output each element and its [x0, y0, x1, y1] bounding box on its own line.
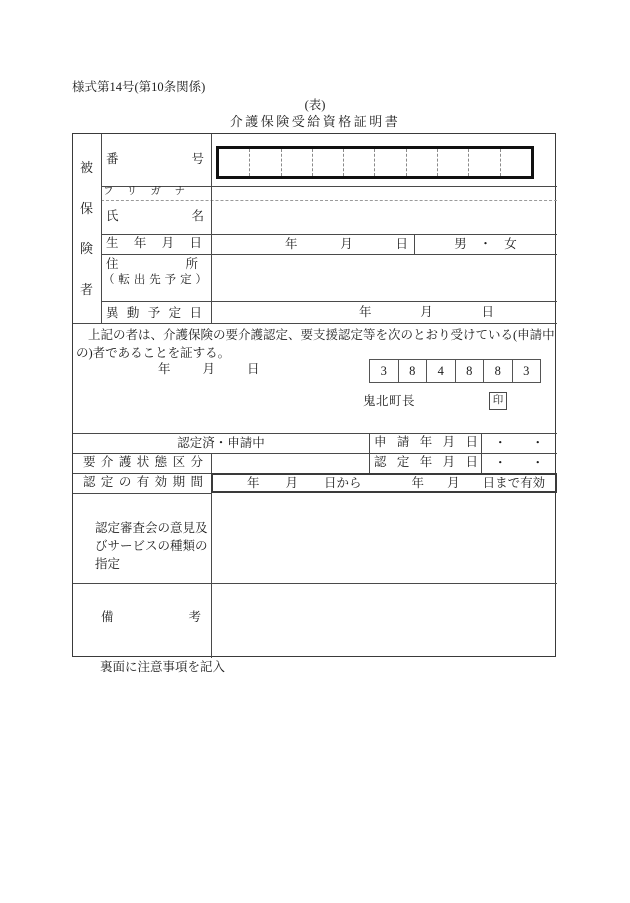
issue-day-unit: 日: [247, 362, 260, 376]
divider: [73, 473, 212, 474]
opinion-label-line: びサービスの種類の: [95, 539, 208, 553]
number-box-cell: [249, 149, 280, 176]
insured-group-char: 被: [79, 160, 93, 176]
number-box-cell: [468, 149, 499, 176]
number-box-cell: [312, 149, 343, 176]
number-box-cell: [500, 149, 531, 176]
validity-from-month: 月: [285, 475, 299, 490]
number-box-cell: [219, 149, 249, 176]
number-box-cell: [281, 149, 312, 176]
issue-year-unit: 年: [158, 362, 171, 376]
validity-to-year: 年: [411, 475, 425, 490]
validity-to-day: 日まで有効: [482, 475, 546, 490]
move-date-label: 異動予定日: [106, 306, 202, 320]
code-digit: 4: [426, 359, 456, 383]
opinion-label: [95, 519, 209, 573]
statement-line: 上記の者は、介護保険の要介護認定、要支援認定等を次のとおり受けている(申請中: [88, 328, 555, 342]
birthdate-year-unit: 年: [285, 236, 298, 251]
issue-date-line: [158, 363, 260, 376]
birthdate-month-unit: 月: [340, 236, 353, 251]
validity-to-month: 月: [447, 475, 460, 490]
remarks-label: 備考: [101, 610, 201, 624]
insured-group-char: 者: [79, 281, 93, 297]
move-date-value-area: [211, 301, 557, 323]
issuer-name: 鬼北町長: [363, 394, 416, 408]
application-date-value: ・ ・: [493, 435, 544, 450]
code-digit: 8: [455, 359, 485, 383]
validity-label: 認定の有効期間: [83, 475, 203, 489]
footer-note: 裏面に注意事項を記入: [100, 660, 226, 674]
insured-group-label: [73, 134, 100, 323]
care-level-label: 要介護状態区分: [83, 455, 203, 469]
remarks-input-area: [212, 584, 556, 657]
seal-mark: 印: [489, 392, 507, 410]
opinion-label-line: 認定審査会の意見及: [95, 521, 208, 535]
divider: [73, 323, 557, 324]
divider: [369, 433, 370, 473]
code-digit-boxes: [369, 359, 541, 383]
birthdate-label: 生年月日: [106, 236, 202, 250]
address-input-area: [212, 255, 556, 300]
birthdate-value-area: [211, 234, 414, 254]
move-date-day-unit: 日: [481, 304, 494, 319]
application-date-label: 申請年月日: [374, 435, 478, 449]
care-level-input-area: [212, 454, 368, 472]
code-digit: 3: [512, 359, 542, 383]
name-label: 氏名: [106, 209, 204, 223]
address-sublabel: （転出先予定）: [103, 274, 207, 286]
move-date-year-unit: 年: [359, 304, 372, 319]
opinion-label-line: 指定: [95, 557, 121, 571]
birthdate-day-unit: 日: [395, 236, 408, 251]
certified-date-label: 認定年月日: [374, 455, 478, 469]
number-box-cell: [406, 149, 437, 176]
side-label: (表): [304, 98, 326, 112]
status-label: 認定済・申請中: [177, 435, 265, 450]
form-number: 様式第14号(第10条関係): [72, 80, 206, 94]
code-digit: 8: [483, 359, 513, 383]
number-box-cell: [437, 149, 468, 176]
validity-period-box: [211, 473, 557, 493]
code-digit: 8: [398, 359, 428, 383]
certified-date-value: ・ ・: [493, 455, 544, 470]
address-label: 住所: [106, 257, 198, 271]
move-date-month-unit: 月: [420, 304, 433, 319]
page-title: 介護保険受給資格証明書: [229, 114, 401, 129]
validity-from-year: 年: [247, 475, 260, 490]
statement-line: の)者であることを証する。: [76, 345, 231, 360]
furigana-label: フリガナ: [103, 186, 185, 197]
number-label: 番号: [106, 152, 204, 166]
insured-group-char: 保: [79, 200, 93, 216]
number-box-cell: [343, 149, 374, 176]
divider: [73, 493, 212, 494]
validity-from-day: 日から: [324, 475, 362, 490]
validity-to: [412, 477, 546, 490]
issue-month-unit: 月: [202, 362, 216, 376]
validity-from: [247, 477, 362, 490]
number-box-cell: [374, 149, 405, 176]
gender-options: 男 ・ 女: [454, 236, 517, 251]
certification-statement: [76, 327, 555, 362]
opinion-input-area: [212, 494, 556, 582]
name-input-area: [212, 187, 556, 233]
divider: [101, 134, 102, 323]
certificate-table: [72, 133, 556, 657]
insured-group-char: 険: [79, 241, 93, 257]
code-digit: 3: [369, 359, 399, 383]
insured-number-box: [216, 146, 534, 179]
